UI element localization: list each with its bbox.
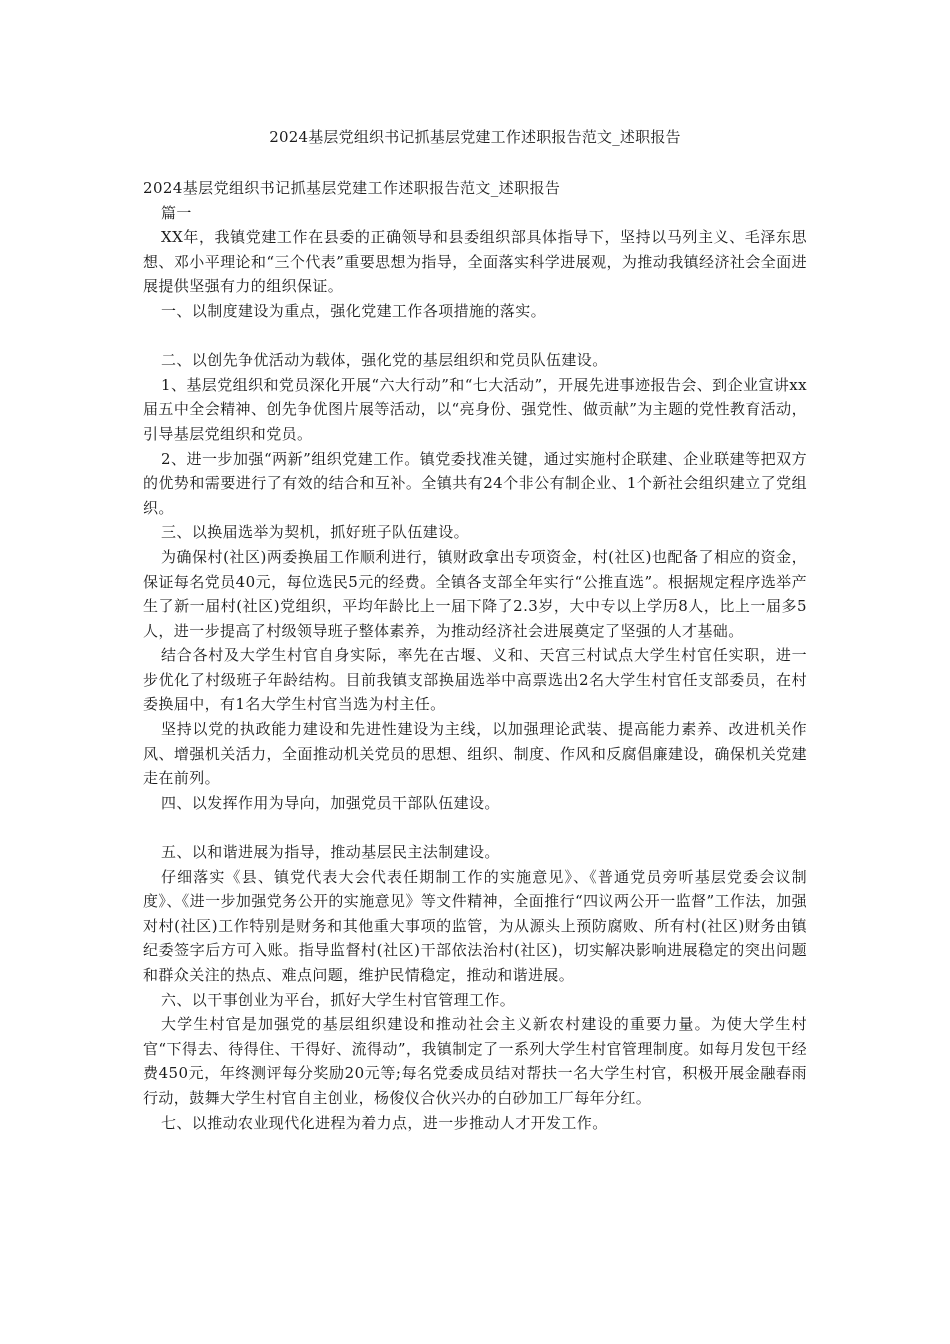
section-heading: 六、以干事创业为平台，抓好大学生村官管理工作。 (161, 990, 516, 1009)
paragraph: 2、进一步加强“两新”组织党建工作。镇党委找准关键，通过实施村企联建、企业联建等把双方的优势和需要进行了有效的结合和互补。全镇共有24个非公有制企业、1个新社会组织建立了党组织。 (143, 449, 807, 517)
paragraph: 为确保村(社区)两委换届工作顺利进行，镇财政拿出专项资金，村(社区)也配备了相应的资金，保证每名党员40元，每位选民5元的经费。全镇各支部全年实行“公推直选”。根据规定程序选举产生了新一届村(社区)党组织，平均年龄比上一届下降了2.3岁，大中专以上学历8人，比上一届多5人，进一步提高了村级领导班子整体素养，为推动经济社会进展奠定了坚强的人才基础。 (143, 547, 807, 640)
section-heading: 七、以推动农业现代化进程为着力点，进一步推动人才开发工作。 (161, 1113, 608, 1132)
document-subtitle: 2024基层党组织书记抓基层党建工作述职报告范文_述职报告 (143, 179, 561, 197)
paragraph: 大学生村官是加强党的基层组织建设和推动社会主义新农村建设的重要力量。为使大学生村官“下得去、待得住、干得好、流得动”，我镇制定了一系列大学生村官管理制度。如每月发包干经费450元，年终测评每分奖励20元等;每名党委成员结对帮扶一名大学生村官，积极开展金融春雨行动，鼓舞大学生村官自主创业，杨俊仪合伙兴办的白砂加工厂每年分红。 (143, 1015, 807, 1107)
paragraph: 坚持以党的执政能力建设和先进性建设为主线，以加强理论武装、提高能力素养、改进机关作风、增强机关活力，全面推动机关党员的思想、组织、制度、作风和反腐倡廉建设，确保机关党建走在前列。 (143, 720, 807, 788)
document-title: 2024基层党组织书记抓基层党建工作述职报告范文_述职报告 (269, 128, 681, 146)
section-heading: 一、以制度建设为重点，强化党建工作各项措施的落实。 (161, 301, 547, 320)
section-label: 篇一 (161, 203, 192, 222)
section-heading: 二、以创先争优活动为载体，强化党的基层组织和党员队伍建设。 (161, 351, 608, 370)
paragraph: 仔细落实《县、镇党代表大会代表任期制工作的实施意见》、《普通党员旁听基层党委会议制度》、《进一步加强党务公开的实施意见》等文件精神，全面推行“四议两公开一监督”工作法，加强对村(社区)工作特别是财务和其他重大事项的监管，为从源头上预防腐败、所有村(社区)财务由镇纪委签字后方可入账。指导监督村(社区)干部依法治村(社区)，切实解决影响进展稳定的突出问题和群众关注的热点、难点问题，维护民情稳定，推动和谐进展。 (143, 867, 807, 984)
paragraph: XX年，我镇党建工作在县委的正确领导和县委组织部具体指导下，坚持以马列主义、毛泽东思想、邓小平理论和“三个代表”重要思想为指导，全面落实科学进展观，为推动我镇经济社会全面进展提供坚强有力的组织保证。 (143, 228, 807, 296)
paragraph: 1、基层党组织和党员深化开展“六大行动”和“七大活动”，开展先进事迹报告会、到企业宣讲xx届五中全会精神、创先争优图片展等活动，以“亮身份、强党性、做贡献”为主题的党性教育活动，引导基层党组织和党员。 (143, 375, 807, 443)
document-body (143, 176, 807, 1135)
paragraph: 结合各村及大学生村官自身实际，率先在古堰、义和、天宫三村试点大学生村官任实职，进一步优化了村级班子年龄结构。目前我镇支部换届选举中高票选出2名大学生村官任支部委员，在村委换届中，有1名大学生村官当选为村主任。 (143, 646, 807, 714)
section-heading: 三、以换届选举为契机，抓好班子队伍建设。 (161, 523, 470, 542)
section-heading: 五、以和谐进展为指导，推动基层民主法制建设。 (161, 843, 500, 862)
section-heading: 四、以发挥作用为导向，加强党员干部队伍建设。 (161, 793, 500, 812)
